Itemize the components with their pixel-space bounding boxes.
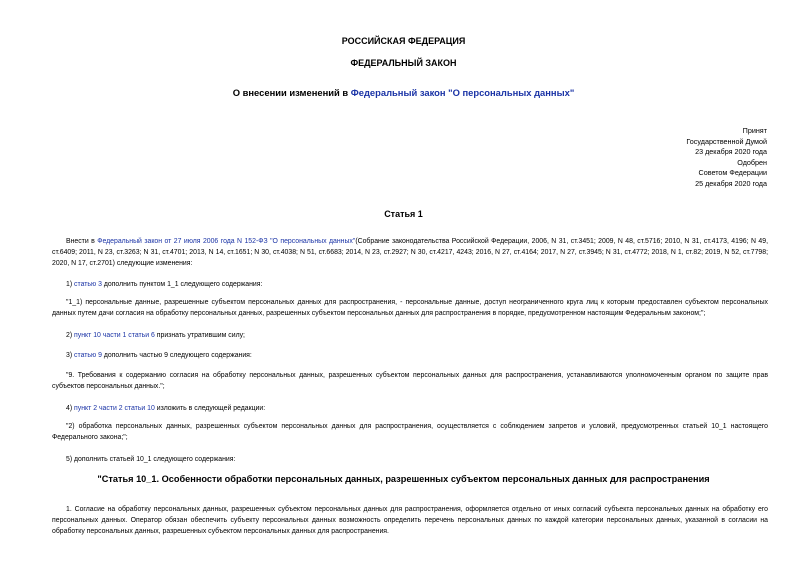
item-4	[52, 404, 768, 415]
adoption-line: Одобрен	[737, 157, 767, 167]
article-10-1-paragraph-1: 1. Согласие на обработку персональных данных, разрешенных субъектом персональных данных для распространения, оформляется отдельно от иных согласий субъекта персональных данных на обработку его персональных данных. Оператор обязан обеспечить субъекту персональных данных возможность определить перечень персональных данных по каждой категории персональных данных, указанной в согласии на обработку персональных данных, разрешенных субъектом персональных данных для распространения.	[52, 506, 768, 535]
item-1	[52, 280, 768, 291]
article-10-1-title: "Статья 10_1. Особенности обработки персональных данных, разрешенных субъектом персональных данных для распространения	[97, 474, 710, 484]
intro-prefix: Внести в	[66, 238, 98, 245]
item-3-rest: дополнить частью 9 следующего содержания:	[101, 352, 252, 359]
item-4-prefix: 4)	[66, 405, 75, 412]
article-1-intro	[52, 237, 768, 270]
quote-3: "9. Требования к содержанию согласия на обработку персональных данных, разрешенных субъектом персональных данных для распространения, устанавливаются уполномоченным органом по защите прав субъектов персональных данных.";	[52, 372, 768, 390]
item-2-link[interactable]: пункт 10 части 1 статьи 6	[74, 332, 155, 339]
item-2	[52, 331, 768, 342]
adoption-line: 25 декабря 2020 года	[695, 178, 767, 188]
adoption-line: Советом Федерации	[698, 168, 767, 178]
article-1-title: Статья 1	[384, 209, 423, 219]
item-3-link[interactable]: статью 9	[74, 352, 102, 359]
adoption-line: Принят	[742, 126, 767, 135]
quote-1: "1_1) персональные данные, разрешенные субъектом персональных данных для распространения, - персональные данные, доступ неограниченного круга лиц к которым предоставлен субъектом персональных данных путем дачи согласия на обработку персональных данных, разрешенных субъектом персональных данных для распространения в порядке, предусмотренном настоящим Федеральным законом;";	[52, 299, 768, 317]
item-1-prefix: 1)	[66, 281, 75, 288]
doc-type-heading: ФЕДЕРАЛЬНЫЙ ЗАКОН	[350, 58, 457, 68]
item-2-prefix: 2)	[66, 332, 75, 339]
subtitle-prefix: О внесении изменений в	[232, 87, 351, 98]
item-4-rest: изложить в следующей редакции:	[154, 405, 266, 412]
item-1-rest: дополнить пунктом 1_1 следующего содержания:	[101, 281, 263, 288]
quote-4: "2) обработка персональных данных, разрешенных субъектом персональных данных для распространения, осуществляется с соблюдением запретов и условий, предусмотренных статьей 10_1 настоящего Федерального закона;";	[52, 423, 768, 441]
intro-rest: (Собрание законодательства Российской Федерации, 2006, N 31, ст.3451; 2009, N 48, ст.5716; 2010, N 31, ст.4173, 4196; N 49, ст.6409; 2011, N 23, ст.3263; N 31, ст.4701; 2013, N 14, ст.1651; N 30, ст.4038; N 51, ст.6683; 2014, N 23, ст.2927; N 30, ст.4217, 4243; 2016, N 27, ст.4164; 2017, N 27, ст.3945; N 31, ст.4772; 2018, N 1, ст.82; 2019, N 52, ст.7798; 2020, N 17, ст.2701) следующие изменения:	[52, 238, 768, 267]
item-4-link[interactable]: пункт 2 части 2 статьи 10	[74, 405, 155, 412]
adoption-line: 23 декабря 2020 года	[695, 147, 767, 157]
item-2-rest: признать утратившим силу;	[154, 332, 245, 339]
intro-law-link[interactable]: Федеральный закон от 27 июля 2006 года N 152-ФЗ "О персональных данных"	[97, 238, 356, 245]
adoption-block	[686, 126, 767, 190]
item-1-link[interactable]: статью 3	[74, 281, 102, 288]
country-heading: РОССИЙСКАЯ ФЕДЕРАЦИЯ	[341, 36, 466, 46]
subtitle-law-link[interactable]: Федеральный закон "О персональных данных"	[350, 87, 575, 98]
law-subtitle	[0, 87, 807, 98]
item-3	[52, 351, 768, 362]
adoption-line: Государственной Думой	[686, 136, 767, 146]
item-5: 5) дополнить статьей 10_1 следующего содержания:	[66, 456, 236, 463]
item-3-prefix: 3)	[66, 352, 75, 359]
